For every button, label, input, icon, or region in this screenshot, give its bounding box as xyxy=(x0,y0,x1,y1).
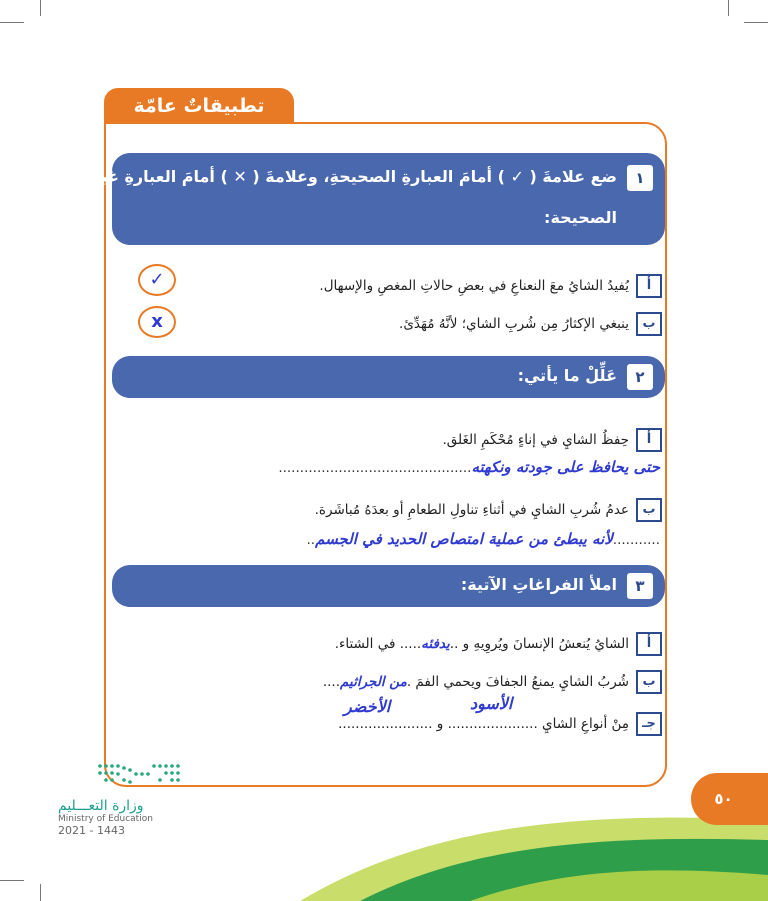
question-number: ١ xyxy=(627,165,653,191)
fill-dots: ........................................ xyxy=(299,460,472,476)
question-1-banner xyxy=(91,153,665,245)
statement-text: ينبغي الإكثارُ مِن شُربِ الشاي؛ لأنَّهُ مُهَدِّئ. xyxy=(399,316,629,332)
handwritten-answer: الأسود xyxy=(470,694,513,713)
section-title: تطبيقاتٌ عامّة xyxy=(104,88,294,124)
handwritten-answer: الأخضر xyxy=(344,697,391,716)
crop-mark xyxy=(744,22,768,23)
fill-blank-row xyxy=(335,632,662,656)
sentence-start: مِنْ أنواعِ الشايِ ..................... و ...................... xyxy=(338,716,629,732)
statement-text: عدمُ شُربِ الشايِ في أثناءِ تناولِ الطعامِ أو بعدَهُ مُباشَرة. xyxy=(314,502,629,518)
edition-year: 2021 - 1443 xyxy=(58,824,125,837)
cross-mark-answer: x xyxy=(138,306,176,338)
item-letter: جـ xyxy=(636,712,662,736)
item-letter: أ xyxy=(636,428,662,452)
answer-line xyxy=(278,458,660,476)
sentence-end: .... xyxy=(322,674,341,690)
statement-row xyxy=(315,498,662,522)
question-number: ٣ xyxy=(627,573,653,599)
item-letter: أ xyxy=(636,632,662,656)
item-letter: ب xyxy=(636,498,662,522)
page-number: ٥٠ xyxy=(691,773,768,825)
answer-line xyxy=(307,530,661,548)
ministry-logo xyxy=(58,798,153,837)
question-instruction: الصحيحة: xyxy=(544,208,617,227)
statement-row xyxy=(319,274,662,298)
statement-text: حِفظُ الشايِ في إناءٍ مُحْكَمِ الغَلق. xyxy=(442,432,629,448)
fill-dots: ........... xyxy=(612,532,660,548)
question-instruction: ضع علامةَ ( ✓ ) أمامَ العبارةِ الصحيحةِ، وعلامةَ ( ✕ ) أمامَ العبارةِ غيرِ xyxy=(91,167,617,186)
item-letter: ب xyxy=(636,670,662,694)
handwritten-answer: حتى يحافظ على جودته ونكهته xyxy=(471,458,660,476)
statement-text: يُفيدُ الشايُ معَ النعناعِ في بعضِ حالاتِ المغصِ والإسهال. xyxy=(319,278,629,294)
fill-dots: .. xyxy=(306,532,316,548)
item-letter: ب xyxy=(636,312,662,336)
crop-mark xyxy=(40,0,41,16)
item-letter: أ xyxy=(636,274,662,298)
check-mark-answer: ✓ xyxy=(138,264,176,296)
sentence-start: الشايُ يُنعشُ الإنسانَ ويُروِيهِ و .. xyxy=(449,636,629,652)
question-3-banner xyxy=(112,565,665,607)
fill-blank-row xyxy=(338,712,662,736)
ministry-name-english: Ministry of Education xyxy=(58,814,153,824)
sentence-end: ..... في الشتاء. xyxy=(334,636,422,652)
ministry-name-arabic: وزارة التعـــليم xyxy=(58,798,144,814)
question-2-banner xyxy=(112,356,665,398)
ministry-logo-icon xyxy=(96,762,182,788)
handwritten-answer: لأنه يبطئ من عملية امتصاص الحديد في الجسم xyxy=(315,530,613,548)
crop-mark xyxy=(0,22,24,23)
question-number: ٢ xyxy=(627,364,653,390)
sentence-start: شُربُ الشايِ يمنعُ الجفافَ ويحمي الفمَ . xyxy=(406,674,629,690)
fill-dots: ..... xyxy=(278,460,300,476)
handwritten-answer: من الجراثيم xyxy=(340,674,407,690)
question-instruction: عَلِّلْ ما يأتي: xyxy=(517,366,617,385)
question-instruction: املأ الفراغاتِ الآتية: xyxy=(460,575,617,594)
statement-row xyxy=(443,428,663,452)
handwritten-answer: يدفئه xyxy=(421,636,450,652)
crop-mark xyxy=(728,0,729,16)
statement-row xyxy=(399,312,662,336)
fill-blank-row xyxy=(323,670,662,694)
